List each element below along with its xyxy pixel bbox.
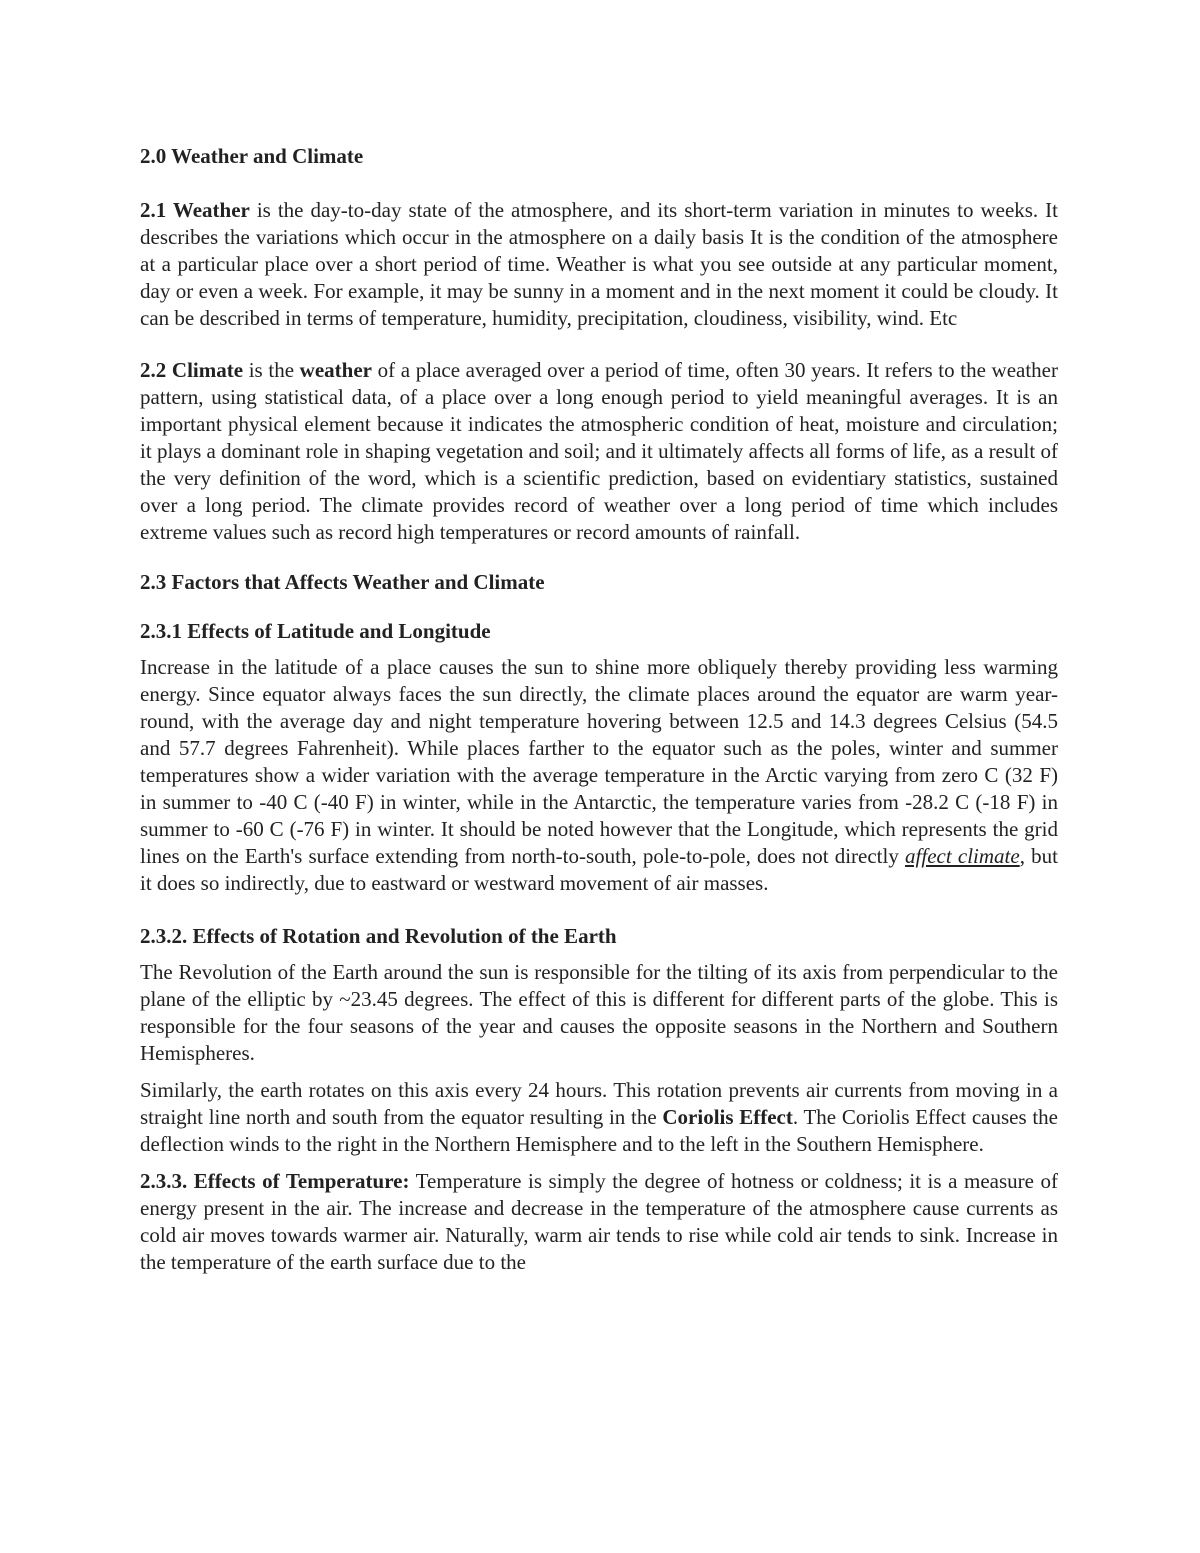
term-coriolis-effect: Coriolis Effect xyxy=(662,1105,793,1129)
climate-text-a: is the xyxy=(243,358,300,382)
section-number-2-1: 2.1 xyxy=(140,198,173,222)
latitude-text-a: Increase in the latitude of a place causes the sun to shine more obliquely thereby providing less warming energy. Since equator always faces the sun directly, the climate places around the equator are warm year-round, with the average day and night temperature hovering between 12.5 and 14.3 degrees Celsius (54.5 and 57.7 degrees Fahrenheit). While places farther to the equator such as the poles, winter and summer temperatures show a wider variation with the average temperature in the Arctic varying from zero C (32 F) in summer to -40 C (-40 F) in winter, while in the Antarctic, the temperature varies from -28.2 C (-18 F) in summer to -60 C (-76 F) in winter. It should be noted however that the Longitude, which represents the grid lines on the Earth's surface extending from north-to-south, pole-to-pole, does not directly xyxy=(140,655,1058,868)
paragraph-climate-definition xyxy=(140,357,1058,546)
term-weather: Weather xyxy=(172,198,250,222)
latitude-text-b: , but it does so indirectly, due to eastward or westward movement of air masses. xyxy=(140,844,1058,895)
heading-latitude-longitude: 2.3.1 Effects of Latitude and Longitude xyxy=(140,619,491,643)
paragraph-revolution: The Revolution of the Earth around the sun is responsible for the tilting of its axis from perpendicular to the plane of the elliptic by ~23.45 degrees. The effect of this is different for different parts of the globe. This is responsible for the four seasons of the year and causes the opposite seasons in the Northern and Southern Hemispheres. xyxy=(140,960,1058,1065)
rotation-text-b: . The Coriolis Effect causes the deflection winds to the right in the Northern Hemisphere and to the left in the Southern Hemisphere. xyxy=(140,1105,1058,1156)
climate-text-b: of a place averaged over a period of time, often 30 years. It refers to the weather pattern, using statistical data, of a place over a long enough period to yield meaningful averages. It is an important physical element because it indicates the atmospheric condition of heat, moisture and circulation; it plays a dominant role in shaping vegetation and soil; and it ultimately affects all forms of life, as a result of the very definition of the word, which is a scientific prediction, based on evidentiary statistics, sustained over a long period. The climate provides record of weather over a long period of time which includes extreme values such as record high temperatures or record amounts of rainfall. xyxy=(140,358,1058,544)
section-number-2-2: 2.2 xyxy=(140,358,172,382)
document-body xyxy=(140,141,1058,1276)
paragraph-rotation xyxy=(140,1077,1058,1158)
temperature-text: Temperature is simply the degree of hotness or coldness; it is a measure of energy present in the air. The increase and decrease in the temperature of the atmosphere cause currents as cold air moves towards warmer air. Naturally, warm air tends to rise while cold air tends to sink. Increase in the temperature of the earth surface due to the xyxy=(140,1169,1058,1274)
term-weather-bold: weather xyxy=(299,358,372,382)
heading-rotation-revolution: 2.3.2. Effects of Rotation and Revolution of the Earth xyxy=(140,924,617,948)
paragraph-latitude-longitude xyxy=(140,654,1058,897)
link-affect-climate[interactable]: affect climate xyxy=(905,844,1020,868)
rotation-text-a: Similarly, the earth rotates on this axis every 24 hours. This rotation prevents air currents from moving in a straight line north and south from the equator resulting in the xyxy=(140,1078,1058,1129)
heading-factors: 2.3 Factors that Affects Weather and Climate xyxy=(140,570,545,594)
term-climate: Climate xyxy=(171,358,244,382)
weather-definition-text: is the day-to-day state of the atmosphere, and its short-term variation in minutes to weeks. It describes the variations which occur in the atmosphere on a daily basis It is the condition of the atmosphere at a particular place over a short period of time. Weather is what you see outside at any particular moment, day or even a week. For example, it may be sunny in a moment and in the next moment it could be cloudy. It can be described in terms of temperature, humidity, precipitation, cloudiness, visibility, wind. Etc xyxy=(140,198,1058,330)
heading-temperature: 2.3.3. Effects of Temperature: xyxy=(140,1169,410,1193)
paragraph-weather-definition xyxy=(140,197,1058,332)
paragraph-temperature xyxy=(140,1168,1058,1276)
heading-weather-and-climate: 2.0 Weather and Climate xyxy=(140,144,364,168)
